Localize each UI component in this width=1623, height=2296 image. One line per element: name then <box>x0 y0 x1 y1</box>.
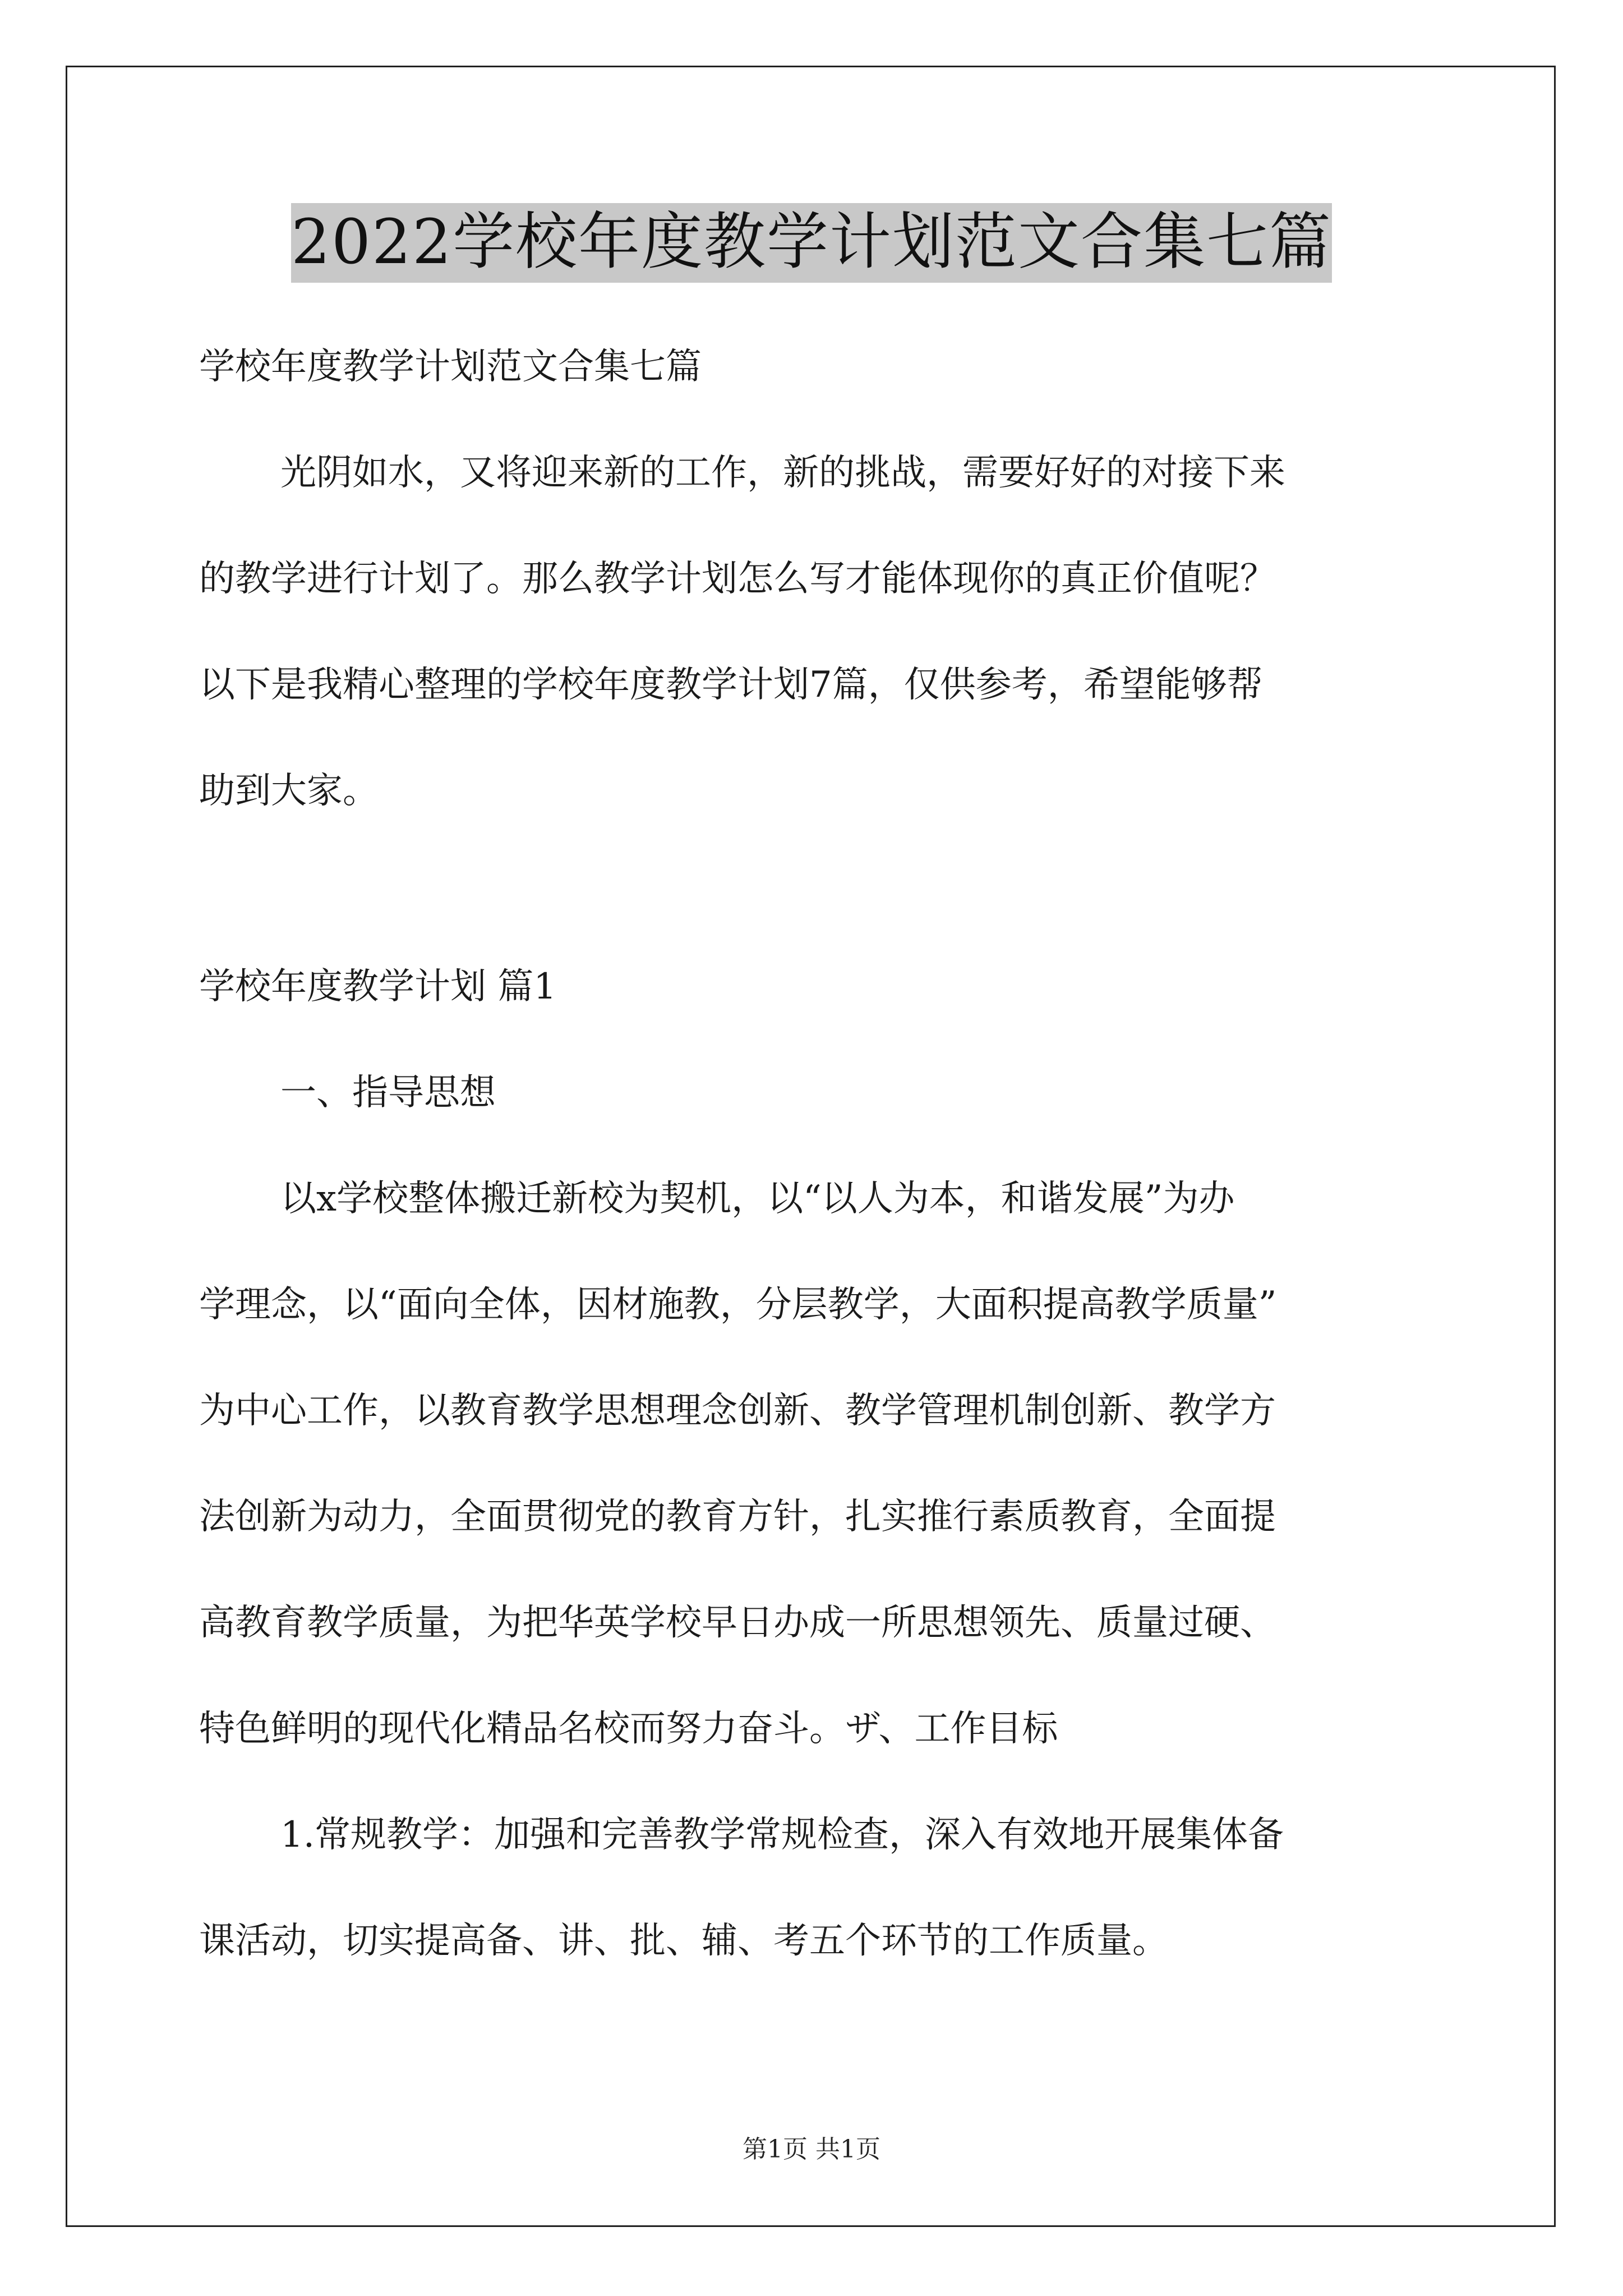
paragraph-line: 为中心工作，以教育教学思想理念创新、教学管理机制创新、教学方 <box>199 1390 1276 1432</box>
document-body <box>199 314 1427 1994</box>
intro-line: 以下是我精心整理的学校年度教学计划7篇，仅供参考，希望能够帮 <box>199 664 1263 706</box>
paragraph-line: 高教育教学质量，为把华英学校早日办成一所思想领先、质量过硬、 <box>199 1602 1276 1644</box>
title-container <box>0 203 1623 283</box>
list-item-line: 课活动，切实提高备、讲、批、辅、考五个环节的工作质量。 <box>199 1920 1168 1962</box>
intro-line: 光阴如水，又将迎来新的工作，新的挑战，需要好好的对接下来 <box>280 452 1285 494</box>
page-footer: 第1页 共1页 <box>743 2135 880 2164</box>
paragraph-line: 学理念，以“面向全体，因材施教，分层教学，大面积提高教学质量” <box>199 1284 1277 1326</box>
paragraph-line: 法创新为动力，全面贯彻党的教育方针，扎实推行素质教育，全面提 <box>199 1496 1276 1538</box>
spacer <box>199 844 1427 934</box>
list-item-line: 1.常规教学：加强和完善教学常规检查，深入有效地开展集体备 <box>280 1814 1284 1856</box>
part-heading: 一、指导思想 <box>280 1072 496 1114</box>
intro-line: 助到大家。 <box>199 770 379 812</box>
section-heading: 学校年度教学计划 篇1 <box>199 966 557 1007</box>
document-title: 2022学校年度教学计划范文合集七篇 <box>291 203 1332 283</box>
paragraph-line: 以x学校整体搬迁新校为契机，以“以人为本，和谐发展”为办 <box>280 1178 1235 1220</box>
paragraph-line: 特色鲜明的现代化精品名校而努力奋斗。ザ、工作目标 <box>199 1708 1058 1750</box>
document-subtitle: 学校年度教学计划范文合集七篇 <box>199 346 702 388</box>
intro-line: 的教学进行计划了。那么教学计划怎么写才能体现你的真正价值呢？ <box>199 558 1276 600</box>
